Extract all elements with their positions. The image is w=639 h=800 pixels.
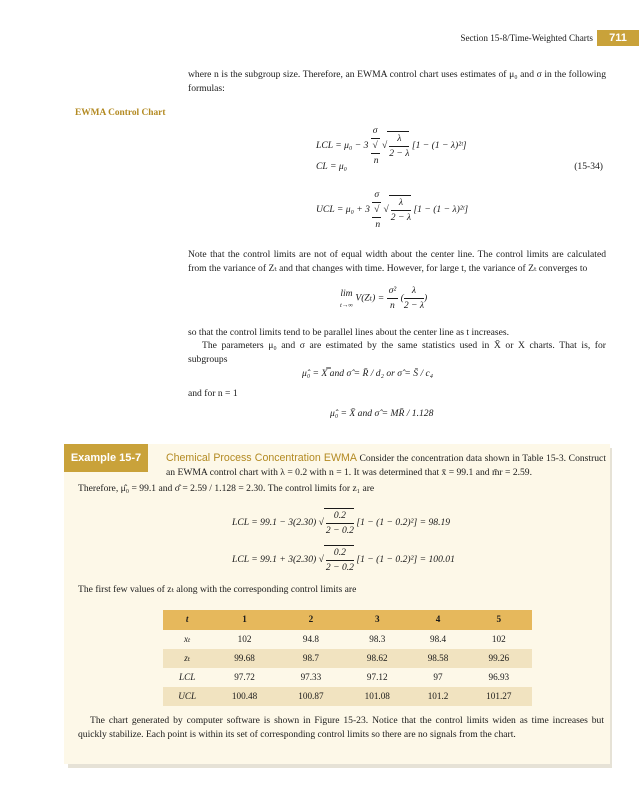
table-header: 4 (410, 610, 465, 630)
table-row: xₜ 102 94.8 98.3 98.4 102 (184, 633, 506, 644)
margin-label: EWMA Control Chart (75, 108, 166, 118)
example-body-2: Therefore, μ̂₀ = 99.1 and σ̂ = 2.59 / 1.128 = 2.30. The control limits for z₁ are (78, 483, 375, 494)
lcl-equation: LCL = μ₀ − 3 σ √ n √ $\frac{\lambda}{2 - \lambda}$ [1 − (1 − λ)²ᵗ] (316, 125, 467, 166)
example-tag: Example 15-7 (64, 444, 148, 472)
table-header: 5 (466, 610, 532, 630)
limit-equation: lim t→∞ V(Zₜ) = $\frac{\text{σ²}}{n}$ ( $\frac{\lambda}{2 - \lambda}$ ) (340, 285, 428, 311)
ucl-lhs: UCL = μ₀ + 3 (316, 204, 370, 216)
for-n1-text: and for n = 1 (188, 388, 238, 399)
parallel-paragraph: so that the control limits tend to be parallel lines about the center line as t increases. (188, 327, 510, 338)
intro-paragraph: where n is the subgroup size. Therefore, an EWMA control chart uses estimates of μ₀ and σ in the following formulas: (188, 69, 606, 94)
estimate-subgroups: μ̂₀ = X̿ and σ̂ = R̄ / d₂ or σ̂ = S̄ / c₄ (302, 368, 434, 379)
table-header: 2 (278, 610, 344, 630)
table-header: t (163, 610, 211, 630)
example-body-1: Chemical Process Concentration EWMA Consider the concentration data shown in Table 15-3. Construct an EWMA control chart with λ = 0.2 with n = 1. It was determined that x̄ = 99.1 and m̄r = 2.59. (166, 452, 606, 479)
example-lcl-calc: LCL = 99.1 − 3(2.30) √ $\frac{0.2}{2 - 0.2}$ [1 − (1 − 0.2)²] = 98.19 (232, 510, 451, 536)
lcl-lhs: LCL = μ₀ − 3 (316, 140, 369, 152)
table-row: LCL 97.72 97.33 97.12 97 96.93 (179, 671, 510, 682)
sigma-over-sqrt-n: σ √ n (372, 125, 379, 166)
ucl-equation: UCL = μ₀ + 3 σ √ n √ $\frac{\lambda}{2 - \lambda}$ [1 − (1 − λ)²ᵗ] (316, 189, 469, 230)
table-header: 1 (211, 610, 277, 630)
equation-number: (15-34) (574, 161, 603, 172)
note-paragraph: Note that the control limits are not of equal width about the center line. The control limits are calculated from the variance of Zₜ and that changes with time. However, for large t, the variance of Zₜ converges to (188, 249, 606, 274)
ewma-values-table (163, 610, 532, 706)
cl-equation: CL = μ₀ (316, 161, 347, 172)
parameters-paragraph: The parameters μ₀ and σ are estimated by the same statistics used in X̄ or X charts. That is, for subgroups (188, 340, 606, 365)
estimate-n1: μ̂₀ = X̄ and σ̂ = MR̄ / 1.128 (330, 408, 434, 419)
closing-paragraph: The chart generated by computer software is shown in Figure 15-23. Notice that the control limits widen as time increases but quickly stabilize. Each point is within its set of corresponding control limits so there are no signals from the chart. (78, 715, 604, 740)
first-values-text: The first few values of zₜ along with the corresponding control limits are (78, 584, 357, 595)
table-header: 3 (344, 610, 410, 630)
example-ucl-calc: LCL = 99.1 + 3(2.30) √ $\frac{0.2}{2 - 0.2}$ [1 − (1 − 0.2)²] = 100.01 (232, 547, 455, 573)
running-header: Section 15-8/Time-Weighted Charts (460, 33, 593, 43)
bracket-term: [1 − (1 − λ)²ᵗ] (411, 140, 467, 152)
table-row: UCL 100.48 100.87 101.08 101.2 101.27 (163, 687, 532, 706)
example-title: Chemical Process Concentration EWMA (166, 452, 357, 464)
table-header-row (163, 610, 532, 630)
table-row: zₜ 99.68 98.7 98.62 98.58 99.26 (163, 649, 532, 668)
page-number: 711 (597, 30, 639, 46)
